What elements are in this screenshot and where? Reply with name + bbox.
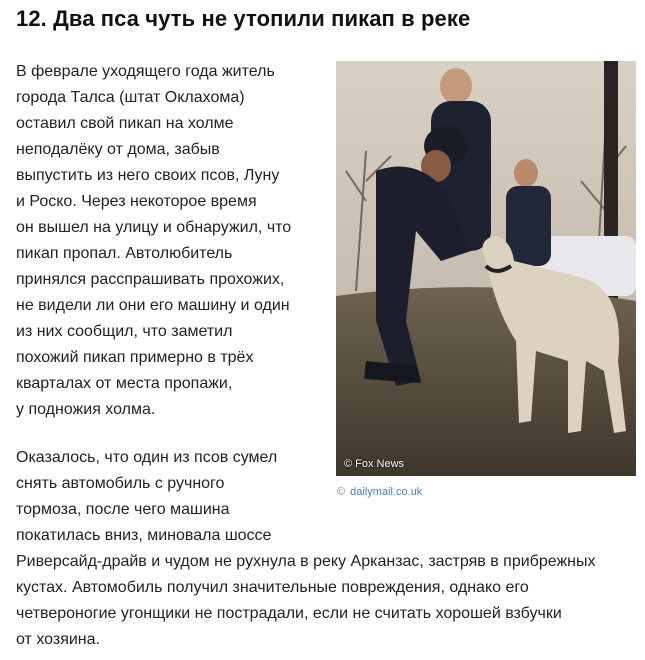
paragraph-line: пикап пропал. Автолюбитель bbox=[16, 245, 233, 262]
article-title: 12. Два пса чуть не утопили пикап в реке bbox=[16, 6, 471, 31]
paragraph-line: похожий пикап примерно в трёх bbox=[16, 349, 254, 366]
photo-illustration bbox=[336, 61, 636, 476]
paragraph-line: он вышел на улицу и обнаружил, что bbox=[16, 219, 292, 236]
paragraph-line: у подножия холма. bbox=[16, 401, 156, 418]
photo-credit[interactable] bbox=[337, 486, 422, 498]
paragraph-line: неподалёку от дома, забыв bbox=[16, 141, 220, 158]
paragraph-line: принялся расспрашивать прохожих, bbox=[16, 271, 285, 288]
paragraph-line: из них сообщил, что заметил bbox=[16, 323, 233, 340]
paragraph-line: кварталах от места пропажи, bbox=[16, 375, 233, 392]
paragraph-line: от хозяина. bbox=[16, 631, 100, 648]
paragraph-line: четвероногие угонщики не пострадали, если не считать хорошей взбучки bbox=[16, 605, 562, 622]
article-photo bbox=[336, 61, 636, 476]
paragraph-line: Риверсайд-драйв и чудом не рухнула в реку Арканзас, застряв в прибрежных bbox=[16, 553, 596, 570]
paragraph-line: и Роско. Через некоторое время bbox=[16, 193, 257, 210]
paragraph-line: выпустить из него своих псов, Луну bbox=[16, 167, 280, 184]
copyright-icon: © bbox=[337, 486, 346, 498]
paragraph-line: города Талса (штат Оклахома) bbox=[16, 89, 245, 106]
paragraph-line: кустах. Автомобиль получил значительные повреждения, однако его bbox=[16, 579, 529, 596]
paragraph-line: снять автомобиль с ручного bbox=[16, 475, 225, 492]
paragraph-line: покатилась вниз, миновала шоссе bbox=[16, 527, 272, 544]
paragraph-line: оставил свой пикап на холме bbox=[16, 115, 234, 132]
photo-watermark: © Fox News bbox=[344, 458, 405, 470]
paragraph-line: Оказалось, что один из псов сумел bbox=[16, 449, 278, 466]
photo-credit-text: dailymail.co.uk bbox=[350, 486, 423, 498]
paragraph-line: В феврале уходящего года житель bbox=[16, 63, 275, 80]
paragraph-line: тормоза, после чего машина bbox=[16, 501, 230, 518]
paragraph-line: не видели ли они его машину и один bbox=[16, 297, 290, 314]
